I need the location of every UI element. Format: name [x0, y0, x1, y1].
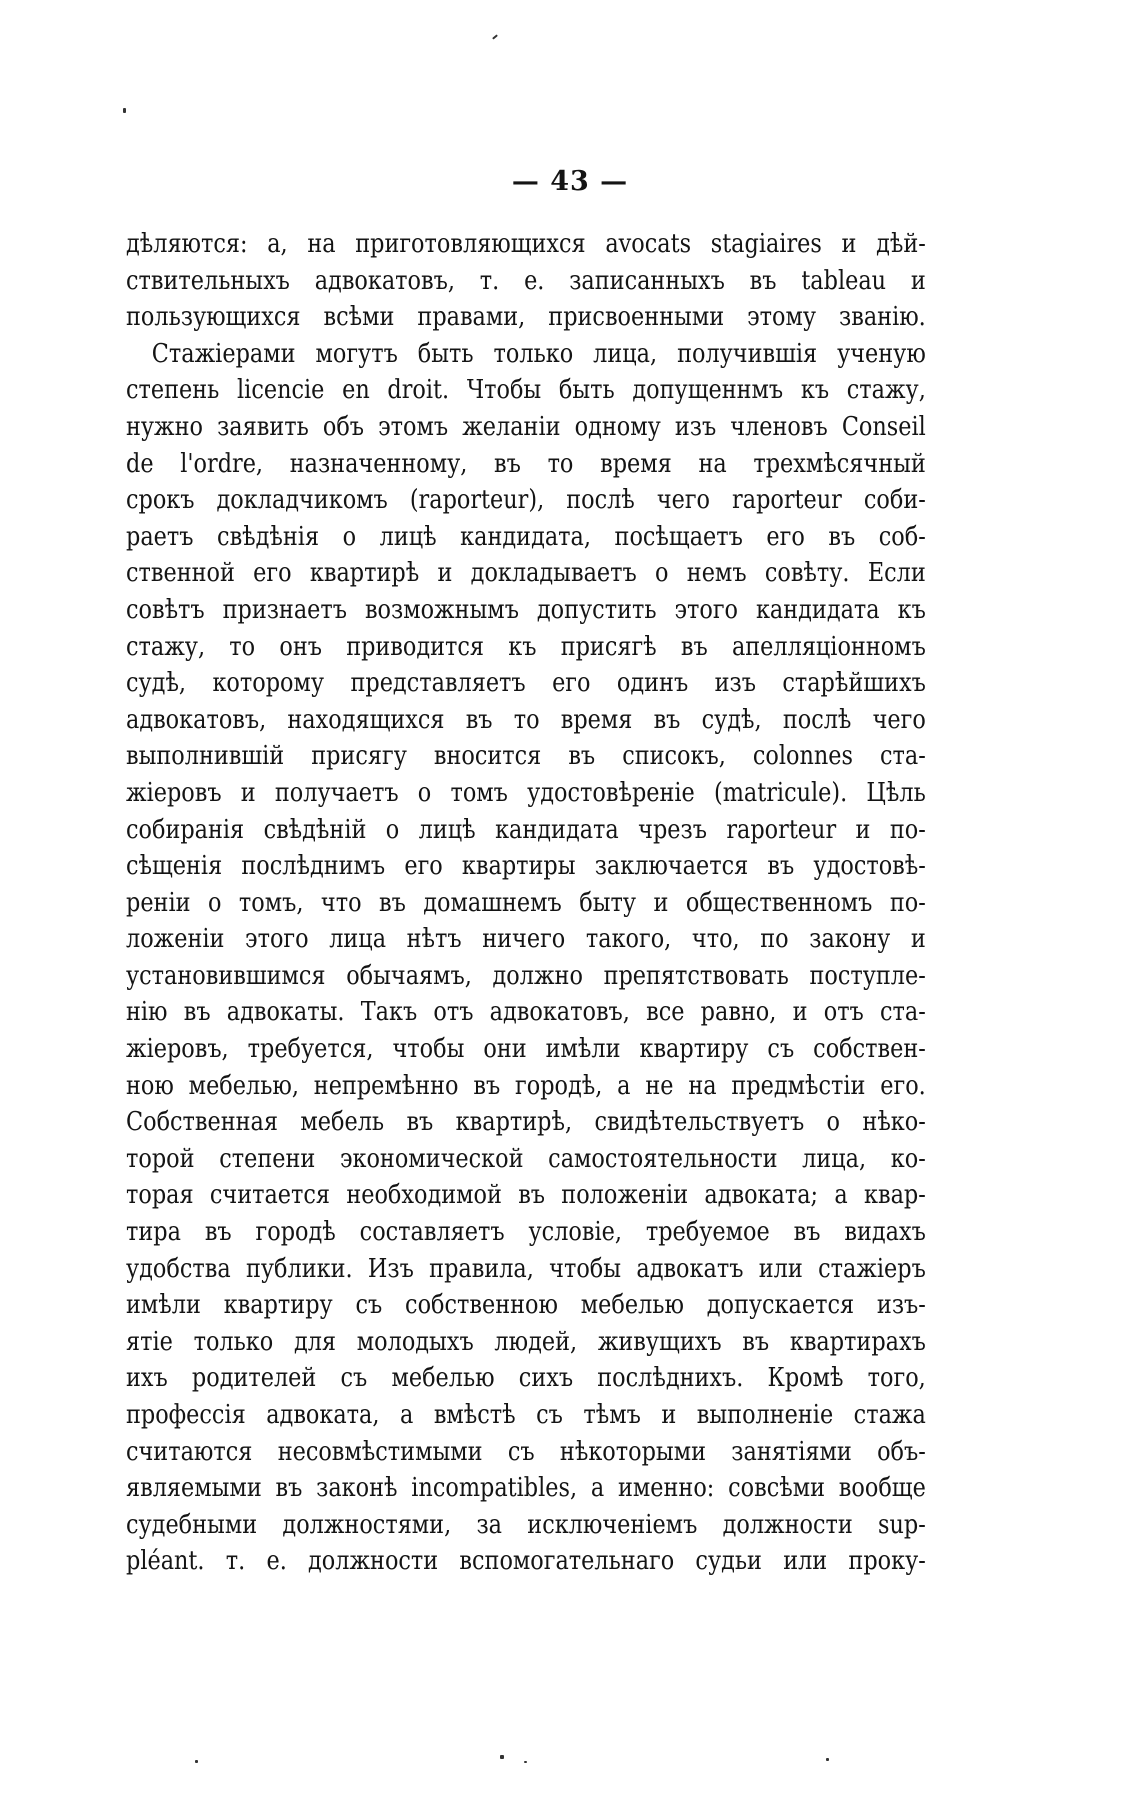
text-line: нужно заявить объ этомъ желаніи одному изъ членовъ Conseil: [126, 411, 926, 442]
text-line: собиранія свѣдѣній о лицѣ кандидата чрезъ raporteur и по-: [126, 814, 926, 845]
text-line: ною мебелью, непремѣнно въ городѣ, а не на предмѣстіи его.: [126, 1070, 926, 1101]
text-line: степень licencie en droit. Чтобы быть допущеннмъ къ стажу,: [126, 375, 926, 406]
text-line: имѣли квартиру съ собственною мебелью допускается изъ-: [126, 1290, 926, 1321]
page-number: — 43 —: [511, 166, 629, 197]
ink-speck-top: [492, 34, 498, 39]
text-line: судебными должностями, за исключеніемъ должности sup-: [126, 1509, 926, 1540]
text-line: сѣщенія послѣднимъ его квартиры заключается въ удостовѣ-: [126, 851, 926, 882]
ink-speck-left: [123, 108, 126, 113]
body-text: [126, 226, 926, 1580]
text-line: жіеровъ и получаетъ о томъ удостовѣреніе (matricule). Цѣль: [126, 777, 926, 808]
text-line: жіеровъ, требуется, чтобы они имѣли квартиру съ собствен-: [126, 1034, 926, 1065]
text-line: пользующихся всѣми правами, присвоенными этому званію.: [126, 302, 926, 333]
text-line: pléant. т. е. должности вспомогательнаго судьи или проку-: [126, 1546, 926, 1577]
text-line: ствительныхъ адвокатовъ, т. е. записанныхъ въ tableau и: [126, 265, 926, 296]
text-line: de l'ordre, назначенному, въ то время на трехмѣсячный: [126, 448, 926, 479]
text-line: ложеніи этого лица нѣтъ ничего такого, что, по закону и: [126, 924, 926, 955]
text-line: нію въ адвокаты. Такъ отъ адвокатовъ, все равно, и отъ ста-: [126, 997, 926, 1028]
text-line: ственной его квартирѣ и докладываетъ о немъ совѣту. Если: [126, 558, 926, 589]
ink-speck-bottom-center-2: [524, 1761, 527, 1763]
ink-speck-bottom-right: [826, 1758, 829, 1761]
text-line: Собственная мебель въ квартирѣ, свидѣтельствуетъ о нѣко-: [126, 1107, 926, 1138]
text-line: раетъ свѣдѣнія о лицѣ кандидата, посѣщаетъ его въ соб-: [126, 521, 926, 552]
text-line: реніи о томъ, что въ домашнемъ быту и общественномъ по-: [126, 887, 926, 918]
text-line: судѣ, которому представляетъ его одинъ изъ старѣйшихъ: [126, 668, 926, 699]
text-line: стажу, то онъ приводится къ присягѣ въ апелляціонномъ: [126, 631, 926, 662]
text-line: ятіе только для молодыхъ людей, живущихъ въ квартирахъ: [126, 1326, 926, 1357]
ink-speck-bottom-left: [195, 1760, 198, 1763]
paragraph-start-line: Стажіерами могутъ быть только лица, получившія ученую: [151, 338, 926, 369]
text-line: выполнившій присягу вносится въ списокъ, colonnes ста-: [126, 741, 926, 772]
text-line: торой степени экономической самостоятельности лица, ко-: [126, 1143, 926, 1174]
text-line: ихъ родителей съ мебелью сихъ послѣднихъ. Кромѣ того,: [126, 1363, 926, 1394]
text-line: совѣтъ признаетъ возможнымъ допустить этого кандидата къ: [126, 594, 926, 625]
text-line: профессія адвоката, а вмѣстѣ съ тѣмъ и выполненіе стажа: [126, 1400, 926, 1430]
ink-speck-bottom-center: [500, 1755, 504, 1759]
text-line: дѣляются: а, на приготовляющихся avocats stagiaires и дѣй-: [126, 229, 926, 259]
text-line: адвокатовъ, находящихся въ то время въ судѣ, послѣ чего: [126, 704, 926, 735]
text-line: торая считается необходимой въ положеніи адвоката; а квар-: [126, 1180, 926, 1211]
text-line: являемыми въ законѣ incompatibles, а именно: совсѣми вообще: [126, 1473, 926, 1504]
text-line: установившимся обычаямъ, должно препятствовать поступле-: [126, 960, 926, 991]
text-line: тира въ городѣ составляетъ условіе, требуемое въ видахъ: [126, 1217, 926, 1248]
text-line: удобства публики. Изъ правила, чтобы адвокатъ или стажіеръ: [126, 1253, 926, 1284]
text-line: считаются несовмѣстимыми съ нѣкоторыми занятіями объ-: [126, 1436, 926, 1467]
text-line: срокъ докладчикомъ (raporteur), послѣ чего raporteur соби-: [126, 485, 926, 516]
